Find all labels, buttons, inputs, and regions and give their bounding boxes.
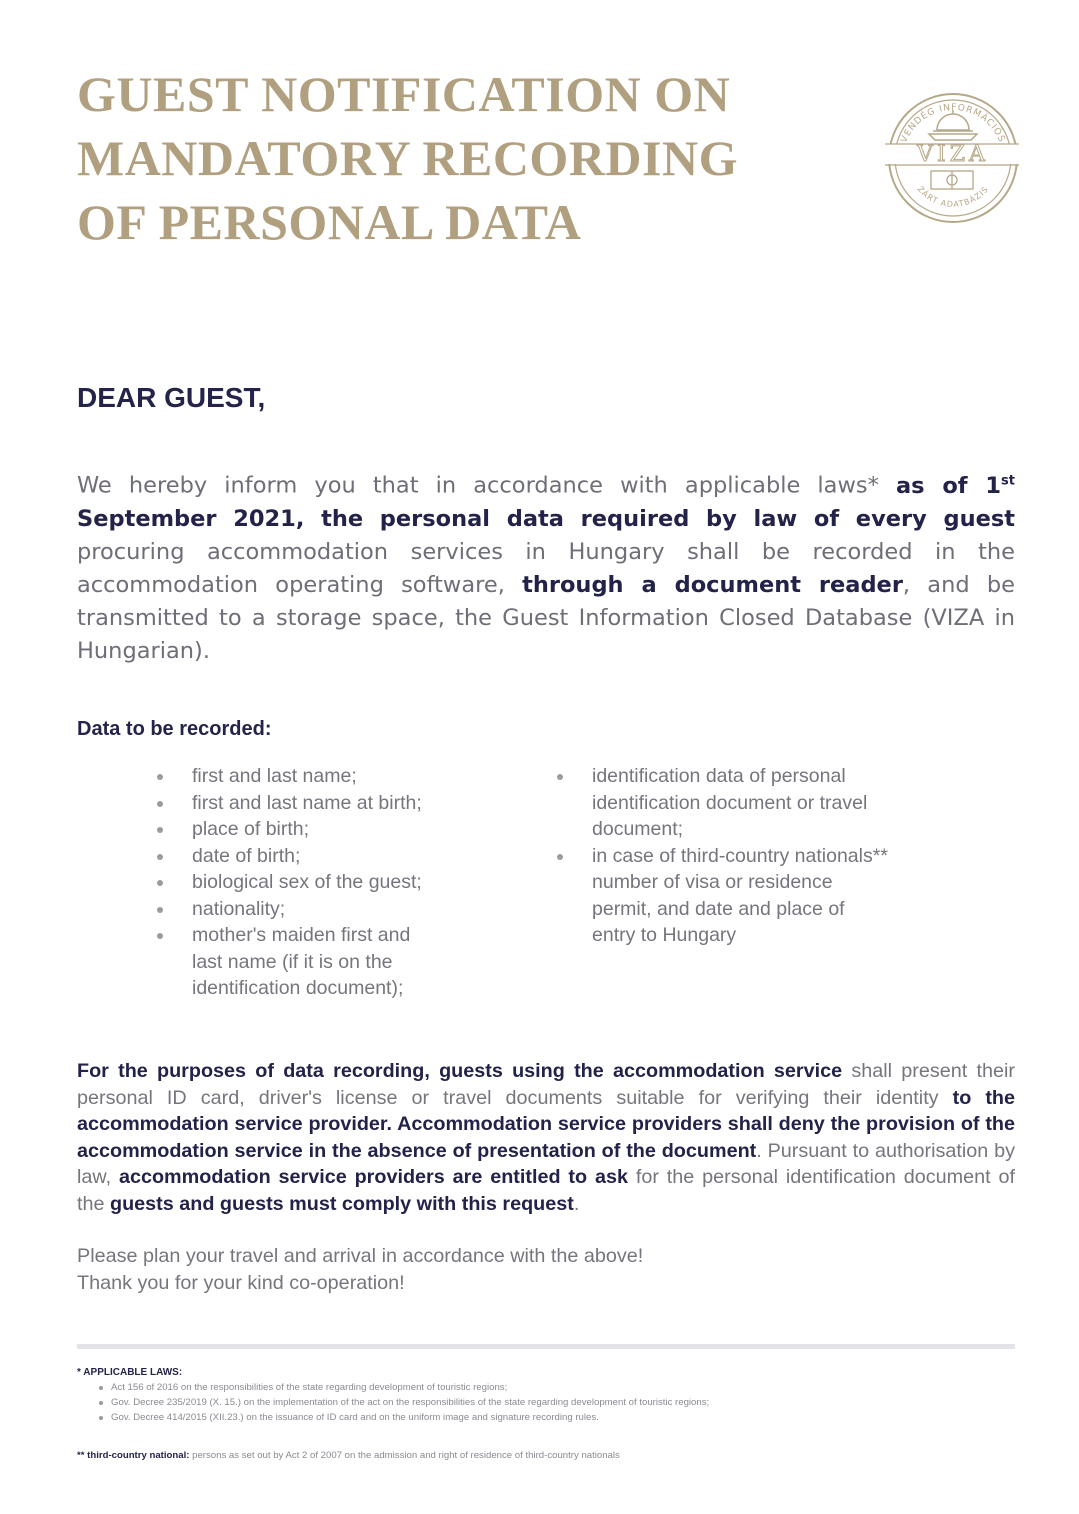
list-item: place of birth; [157, 816, 477, 843]
logo-bottom-text: ZÁRT ADATBÁZIS [915, 184, 991, 209]
list-item: identification data of personal identification document or travel document; [557, 763, 892, 843]
divider [77, 1344, 1015, 1349]
law-item: Act 156 of 2016 on the responsibilities of the state regarding development of touristic regions; [99, 1380, 1015, 1395]
list-item: date of birth; [157, 843, 477, 870]
law-item: Gov. Decree 235/2019 (X. 15.) on the implementation of the act on the responsibilities of the state regarding development of touristic regions; [99, 1395, 1015, 1410]
page-title [77, 62, 797, 254]
data-section-title: Data to be recorded: [77, 718, 272, 740]
svg-text:ZÁRT ADATBÁZIS [916, 185, 991, 209]
closing-line: Please plan your travel and arrival in accordance with the above! [77, 1245, 644, 1267]
greeting: DEAR GUEST, [77, 382, 266, 413]
data-list-right [557, 763, 917, 949]
title-line: OF PERSONAL DATA [77, 194, 582, 250]
logo-top-text: VENDÉG INFORMÁCIÓS [899, 102, 1007, 145]
law-item: Gov. Decree 414/2015 (XII.23.) on the issuance of ID card and on the uniform image and signature recording rules. [99, 1410, 1015, 1425]
title-line: MANDATORY RECORDING [77, 130, 738, 186]
viza-logo [883, 68, 1021, 248]
closing-line: Thank you for your kind co-operation! [77, 1272, 405, 1294]
closing-text [77, 1243, 977, 1297]
emphasis: as of 1st September 2021, the personal data required by law of every guest [77, 472, 1015, 532]
svg-text:VENDÉG INFORMÁCIÓS [899, 103, 1006, 144]
laws-title: * APPLICABLE LAWS: [77, 1367, 183, 1378]
book-icon [931, 171, 973, 189]
list-item: nationality; [157, 896, 477, 923]
title-line: GUEST NOTIFICATION ON [77, 66, 731, 122]
emphasis: through a document reader [522, 571, 903, 598]
list-item: biological sex of the guest; [157, 869, 477, 896]
applicable-laws [77, 1365, 1015, 1425]
list-item: first and last name at birth; [157, 790, 477, 817]
list-item: first and last name; [157, 763, 477, 790]
intro-paragraph: We hereby inform you that in accordance with applicable laws* as of 1st September 2021, the personal data required by law of every guest procuring accommodation services in Hungary shall be recorded in the accommodation operating software, through a document reader, and be transmitted to a storage space, the Guest Information Closed Database (VIZA in Hungarian). [77, 472, 1016, 664]
purpose-paragraph: For the purposes of data recording, guests using the accommodation service shall present their personal ID card, driver's license or travel documents suitable for verifying their identity to the accommodation service provider. Accommodation service providers shall deny the provision of the accommodation service in the absence of presentation of the document. Pursuant to authorisation by law, accommodation service providers are entitled to ask for the personal identification document of the guests and guests must comply with this request. [77, 1060, 1016, 1215]
logo-main-text: VIZA [917, 142, 989, 167]
list-item: in case of third-country nationals** number of visa or residence permit, and date and place of entry to Hungary [557, 843, 892, 949]
third-country-note: ** third-country national: persons as set out by Act 2 of 2007 on the admission and right of residence of third-country nationals [77, 1450, 620, 1461]
list-item: mother's maiden first and last name (if it is on the identification document); [157, 922, 442, 1002]
data-list-left [157, 763, 477, 1002]
